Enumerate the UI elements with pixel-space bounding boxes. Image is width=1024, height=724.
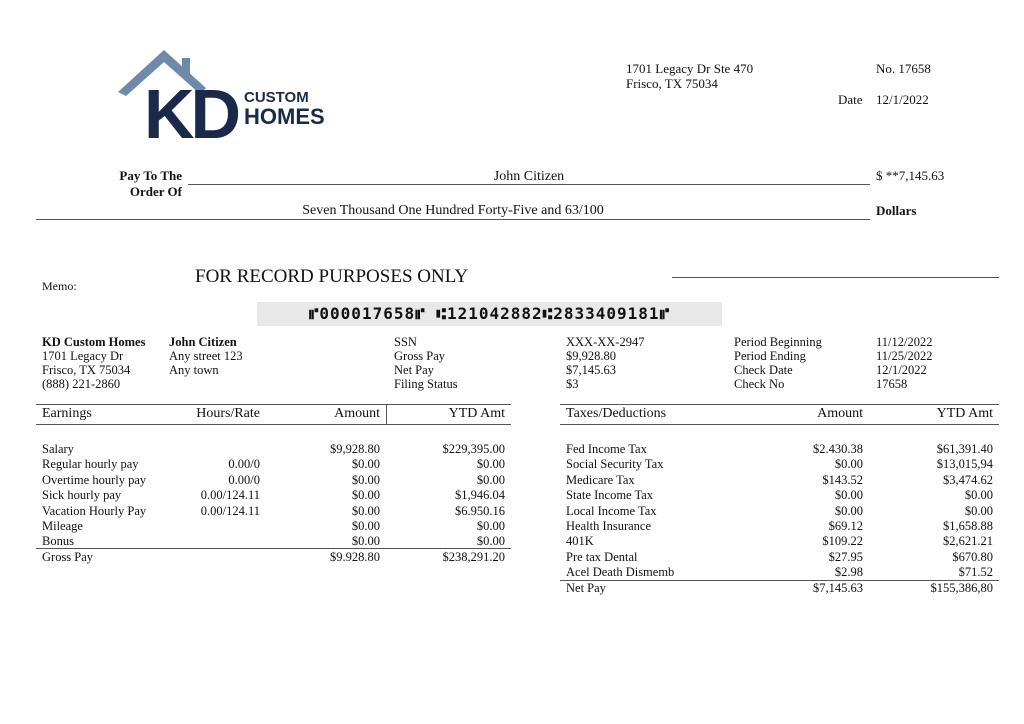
tax-amount: $27.95 <box>828 549 863 564</box>
period-value: 17658 <box>876 377 908 391</box>
earning-ytd: $229,395.00 <box>442 442 505 456</box>
earning-hours-rate: 0.00/124.11 <box>200 503 260 518</box>
earnings-total-label: Gross Pay <box>42 550 94 564</box>
house-logo-icon <box>116 46 326 142</box>
tax-row <box>0 504 1024 519</box>
earnings-total-ytd: $238,291.20 <box>442 550 505 564</box>
earnings-header-divider <box>386 404 387 424</box>
tax-row <box>0 473 1024 488</box>
tax-ytd: $3,474.62 <box>943 472 993 487</box>
check-date-label: Date <box>838 92 863 107</box>
earning-amount: $0.00 <box>351 519 380 533</box>
tax-ytd: $71.52 <box>958 565 993 580</box>
earning-amount: $0.00 <box>351 472 380 487</box>
amount-header: Amount <box>334 406 380 421</box>
logo-homes-text: HOMES <box>244 104 325 129</box>
hours-rate-header: Hours/Rate <box>196 406 260 421</box>
earning-amount: $9,928.80 <box>330 442 380 456</box>
net-pay-amount: $7,145.63 <box>813 581 863 595</box>
earnings-total-amount: $9.928.80 <box>330 550 380 564</box>
employee-city: Any town <box>169 363 219 377</box>
employer-city: Frisco, TX 75034 <box>42 363 131 377</box>
earning-type: Overtime hourly pay <box>42 472 147 487</box>
period-label: Period Beginning <box>734 335 822 349</box>
tax-row <box>0 519 1024 534</box>
earning-type: Regular hourly pay <box>42 457 139 472</box>
stub-label: Gross Pay <box>394 349 446 363</box>
tax-type: State Income Tax <box>566 488 654 503</box>
ytd-header: YTD Amt <box>448 406 505 421</box>
tax-type: Local Income Tax <box>566 503 657 518</box>
company-address-line2: Frisco, TX 75034 <box>626 76 718 91</box>
micr-line: ⑈000017658⑈ ⑆121042882⑆2833409181⑈ <box>257 302 722 326</box>
tax-amount: $69.12 <box>828 519 863 533</box>
tax-type: Medicare Tax <box>566 472 635 487</box>
earning-type: Sick hourly pay <box>42 488 122 503</box>
earning-type: Bonus <box>42 534 74 549</box>
stub-value: $9,928.80 <box>566 349 616 363</box>
tax-ytd: $670.80 <box>952 549 993 564</box>
tax-row <box>0 442 1024 457</box>
earning-ytd: $1,946.04 <box>455 488 505 503</box>
taxes-header-rule <box>560 424 999 425</box>
tax-row <box>0 550 1024 565</box>
signature-line <box>672 277 999 278</box>
payee-name: John Citizen <box>493 169 565 184</box>
amount-words-underline <box>36 219 870 220</box>
order-of-label: Order Of <box>129 184 182 199</box>
payee-underline <box>188 184 870 185</box>
company-address-line1: 1701 Legacy Dr Ste 470 <box>626 61 754 76</box>
earning-hours-rate: 0.00/0 <box>228 472 260 487</box>
logo-kd-text: KD <box>144 75 238 142</box>
period-value: 11/25/2022 <box>876 349 933 363</box>
earning-ytd: $0.00 <box>476 472 505 487</box>
earning-ytd: $6.950.16 <box>455 503 505 518</box>
employer-address: 1701 Legacy Dr <box>42 349 124 363</box>
employer-phone: (888) 221-2860 <box>42 377 121 391</box>
period-label: Check No <box>734 377 785 391</box>
stub-label: Net Pay <box>394 363 434 377</box>
memo-text: FOR RECORD PURPOSES ONLY <box>195 266 469 287</box>
tax-row <box>0 534 1024 549</box>
tax-type: Acel Death Dismemb <box>566 565 675 580</box>
net-pay-ytd: $155,386,80 <box>930 581 993 595</box>
earnings-top-rule <box>36 404 511 405</box>
tax-type: Fed Income Tax <box>566 442 647 456</box>
earnings-header: Earnings <box>42 406 92 421</box>
earning-ytd: $0.00 <box>476 519 505 533</box>
period-label: Check Date <box>734 363 793 377</box>
earning-ytd: $0.00 <box>476 457 505 472</box>
earning-type: Salary <box>42 442 74 456</box>
check-number <box>876 61 931 77</box>
tax-row <box>0 488 1024 503</box>
tax-amount: $0.00 <box>834 488 863 503</box>
tax-amount: $0.00 <box>834 457 863 472</box>
tax-ytd: $61,391.40 <box>936 442 993 456</box>
tax-row <box>0 457 1024 472</box>
check-number-value: 17658 <box>898 61 931 76</box>
tax-ytd: $0.00 <box>964 488 993 503</box>
tax-type: Social Security Tax <box>566 457 664 472</box>
tax-ytd: $13,015,94 <box>936 457 993 472</box>
earning-amount: $0.00 <box>351 503 380 518</box>
tax-ytd-header: YTD Amt <box>936 406 993 421</box>
tax-amount-header: Amount <box>817 406 863 421</box>
tax-amount: $2.430.38 <box>813 442 863 456</box>
tax-type: 401K <box>566 534 594 549</box>
period-label: Period Ending <box>734 349 806 363</box>
tax-amount: $0.00 <box>834 503 863 518</box>
tax-type: Health Insurance <box>566 519 652 533</box>
tax-ytd: $0.00 <box>964 503 993 518</box>
logo-custom-text: CUSTOM <box>244 89 309 106</box>
tax-ytd: $2,621.21 <box>943 534 993 549</box>
company-logo <box>116 46 326 142</box>
period-value: 11/12/2022 <box>876 335 933 349</box>
earning-ytd: $0.00 <box>476 534 505 549</box>
employee-address: Any street 123 <box>169 349 243 363</box>
taxes-header: Taxes/Deductions <box>566 406 667 421</box>
employer-name: KD Custom Homes <box>42 335 146 349</box>
tax-ytd: $1,658.88 <box>943 519 993 533</box>
net-pay-label: Net Pay <box>566 581 606 595</box>
earning-type: Mileage <box>42 519 83 533</box>
employee-name: John Citizen <box>169 335 237 349</box>
tax-amount: $109.22 <box>822 534 863 549</box>
check-number-label: No. <box>876 61 896 76</box>
tax-amount: $2.98 <box>834 565 863 580</box>
tax-row <box>0 565 1024 580</box>
amount-in-words: Seven Thousand One Hundred Forty-Five and 63/100 <box>302 203 604 218</box>
earning-type: Vacation Hourly Pay <box>42 503 147 518</box>
earning-amount: $0.00 <box>351 488 380 503</box>
stub-value: $3 <box>566 377 579 391</box>
memo-label: Memo: <box>42 279 77 293</box>
taxes-total-row <box>0 581 1024 596</box>
earning-amount: $0.00 <box>351 534 380 549</box>
check-date: 12/1/2022 <box>876 92 929 107</box>
period-value: 12/1/2022 <box>876 363 927 377</box>
earning-hours-rate: 0.00/124.11 <box>200 488 260 503</box>
dollars-label: Dollars <box>876 203 917 218</box>
tax-type: Pre tax Dental <box>566 549 638 564</box>
check-amount: $ **7,145.63 <box>876 168 945 183</box>
stub-value: XXX-XX-2947 <box>566 335 645 349</box>
stub-label: Filing Status <box>394 377 458 391</box>
pay-to-label: Pay To The <box>119 168 182 183</box>
earnings-header-rule <box>36 424 511 425</box>
earning-amount: $0.00 <box>351 457 380 472</box>
earning-hours-rate: 0.00/0 <box>228 457 260 472</box>
taxes-top-rule <box>560 404 999 405</box>
stub-value: $7,145.63 <box>566 363 616 377</box>
tax-amount: $143.52 <box>822 472 863 487</box>
stub-label: SSN <box>394 335 417 349</box>
